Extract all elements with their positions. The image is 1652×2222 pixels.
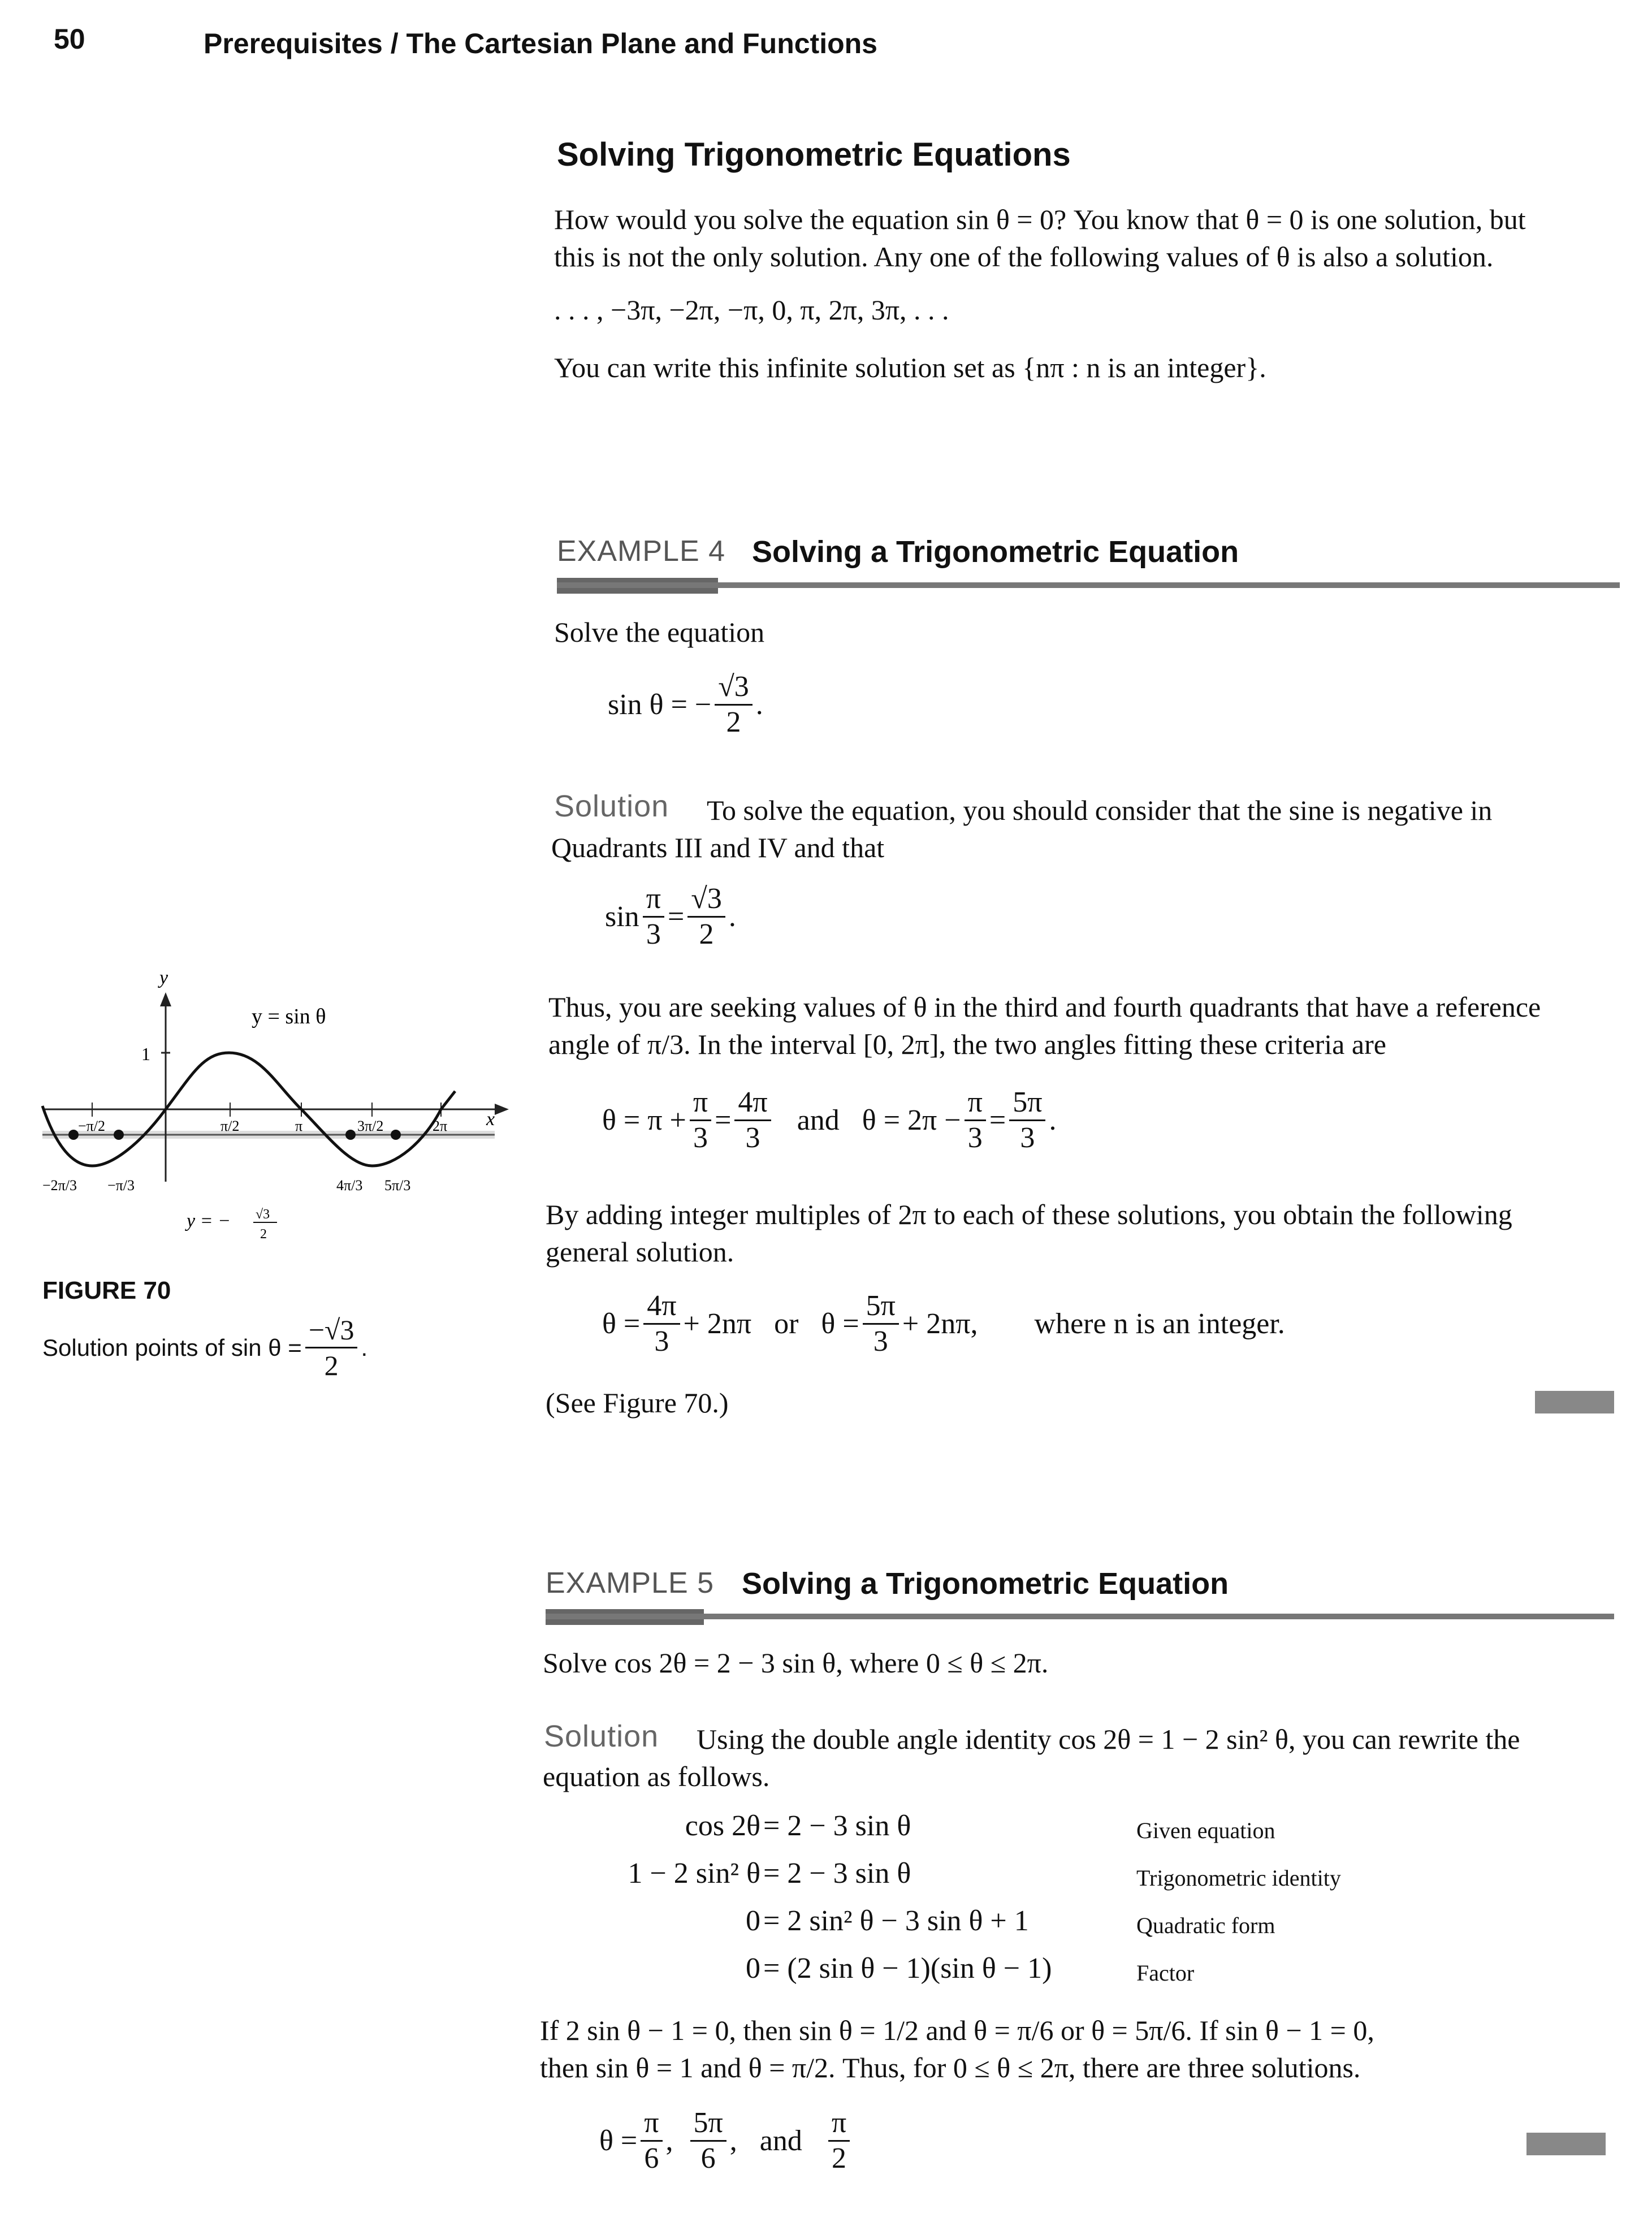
curve-label: y = sin θ — [252, 1005, 326, 1028]
example5-solution-label: Solution — [544, 1719, 659, 1753]
thus-line-1: Thus, you are seeking values of θ in the third and fourth quadrants that have a reference — [548, 991, 1541, 1023]
where-text: where n is an integer. — [1034, 1308, 1285, 1340]
angle2-n1: π — [965, 1086, 986, 1121]
tick-label: π — [295, 1118, 303, 1134]
example4-equation: sin θ = − $\frac{√3}{2}$ . — [608, 671, 763, 738]
step-lhs: 0 — [746, 1905, 760, 1937]
example4-title: Solving a Trigonometric Equation — [752, 535, 1239, 569]
line-label: y = − — [187, 1211, 231, 1231]
final-n2: 5π — [690, 2106, 726, 2142]
see-figure: (See Figure 70.) — [546, 1387, 729, 1419]
ref-rden: 2 — [699, 918, 714, 950]
eq-den: 2 — [726, 706, 741, 738]
ref-den: 3 — [646, 918, 661, 950]
step-reason: Given equation — [1136, 1818, 1275, 1843]
example4-end-marker — [1535, 1391, 1614, 1413]
tick-label: −π/2 — [78, 1118, 106, 1134]
if-line-1: If 2 sin θ − 1 = 0, then sin θ = 1/2 and θ = π/6 or θ = 5π/6. If sin θ − 1 = 0, — [540, 2015, 1374, 2046]
tick-label: π/2 — [220, 1118, 240, 1134]
if-line-2: then sin θ = 1 and θ = π/2. Thus, for 0 ≤ θ ≤ 2π, there are three solutions. — [540, 2052, 1361, 2083]
figure70-caption: Solution points of sin θ = $\frac{-√3}{2}$ . — [42, 1314, 368, 1381]
caption-den: 2 — [324, 1350, 339, 1381]
caption-text: Solution points of sin θ = — [42, 1334, 302, 1361]
eq-lhs: sin θ = − — [608, 689, 712, 721]
running-title: Prerequisites / The Cartesian Plane and Functions — [204, 28, 877, 59]
or-word: or — [774, 1308, 799, 1340]
gen-plus2: + 2nπ, — [902, 1308, 978, 1340]
solution-point — [391, 1130, 401, 1140]
step-reason: Quadratic form — [1136, 1913, 1275, 1938]
and-word: and — [797, 1104, 840, 1136]
step-row — [565, 1904, 1425, 1952]
solution-point — [114, 1130, 124, 1140]
caption-num: −√3 — [305, 1313, 358, 1348]
x-axis-arrow — [495, 1104, 509, 1115]
example4-solution-1: To solve the equation, you should consider that the sine is negative in — [707, 794, 1493, 826]
angle1-d2: 3 — [745, 1122, 760, 1154]
step-lhs: cos 2θ — [685, 1810, 760, 1842]
gen-d2: 3 — [873, 1325, 888, 1358]
intro-line-1: How would you solve the equation sin θ = 0? You know that θ = 0 is one solution, but — [554, 204, 1526, 235]
angle1-n1: π — [690, 1086, 711, 1121]
general-solution — [602, 1289, 1285, 1359]
angles-equation: θ = π + $\frac{\pi}{3}$ = $\frac{4\pi}{3}$ and θ = 2π − $\frac{\pi}{3}$ = $\frac{5\pi}{3}$ . — [602, 1086, 1057, 1154]
values-line: . . . , −3π, −2π, −π, 0, π, 2π, 3π, . . . — [554, 294, 949, 326]
final-n1: π — [641, 2106, 662, 2142]
adding-line-1: By adding integer multiples of 2π to each of these solutions, you obtain the following — [546, 1199, 1512, 1230]
figure70-graph — [34, 961, 520, 1255]
final-lhs: θ = — [599, 2125, 638, 2157]
final-d1: 6 — [644, 2142, 659, 2175]
gen-n1: 4π — [643, 1289, 680, 1325]
y-axis-arrow — [160, 992, 171, 1006]
example5-prompt: Solve cos 2θ = 2 − 3 sin θ, where 0 ≤ θ ≤ 2π. — [543, 1647, 1049, 1679]
example4-solution-2: Quadrants III and IV and that — [551, 832, 885, 863]
example5-solution-1: Using the double angle identity cos 2θ = 1 − 2 sin² θ, you can rewrite the — [697, 1723, 1520, 1755]
step-reason: Factor — [1136, 1960, 1195, 1986]
ref-sin: sin — [605, 901, 639, 933]
angle2-d1: 3 — [967, 1122, 983, 1154]
example5-rule — [546, 1614, 1614, 1619]
example4-prompt: Solve the equation — [554, 616, 765, 648]
line-label-den: 2 — [260, 1227, 267, 1242]
tick-one: 1 — [141, 1044, 150, 1064]
example5-title: Solving a Trigonometric Equation — [742, 1567, 1229, 1601]
angle1-d1: 3 — [693, 1122, 708, 1154]
angle2-d2: 3 — [1020, 1122, 1035, 1154]
gen-theta-2: θ = — [821, 1308, 859, 1340]
tick-label: −π/3 — [107, 1177, 135, 1194]
reference-equation: sin $\frac{\pi}{3}$ = $\frac{√3}{2}$ . — [605, 883, 736, 950]
adding-line-2: general solution. — [546, 1236, 734, 1268]
step-row — [565, 1809, 1425, 1857]
gen-n2: 5π — [863, 1289, 899, 1325]
final-and: and — [759, 2125, 802, 2157]
final-solutions: θ = $\frac{\pi}{6}$ , $\frac{5\pi}{6}$ , and $\frac{\pi}{2}$ — [599, 2106, 853, 2176]
ref-rnum: √3 — [687, 882, 725, 918]
tick-label: −2π/3 — [42, 1177, 77, 1194]
example5-solution-2: equation as follows. — [543, 1761, 770, 1792]
page-number: 50 — [54, 23, 85, 55]
section-title: Solving Trigonometric Equations — [557, 136, 1071, 173]
step-rhs: = 2 − 3 sin θ — [763, 1810, 911, 1842]
example4-solution-label: Solution — [554, 789, 669, 823]
solution-point — [68, 1130, 79, 1140]
gen-d1: 3 — [654, 1325, 669, 1358]
example4-rule — [557, 582, 1620, 588]
eq-num: √3 — [715, 670, 753, 706]
angle1-n2: 4π — [734, 1086, 771, 1121]
example4-label: EXAMPLE 4 — [557, 535, 726, 568]
final-d3: 2 — [831, 2142, 846, 2175]
tick-label: 3π/2 — [357, 1118, 384, 1134]
thus-line-2: angle of π/3. In the interval [0, 2π], the two angles fitting these criteria are — [548, 1028, 1386, 1060]
x-axis-label: x — [486, 1109, 495, 1130]
ref-num: π — [643, 882, 664, 918]
step-reason: Trigonometric identity — [1136, 1865, 1341, 1891]
step-lhs: 0 — [746, 1952, 760, 1985]
example5-label: EXAMPLE 5 — [546, 1567, 715, 1600]
final-n3: π — [828, 2106, 850, 2142]
example5-end-marker — [1526, 2133, 1606, 2155]
intro-line-2: this is not the only solution. Any one of the following values of θ is also a solution. — [554, 241, 1494, 273]
y-axis-label: y — [159, 967, 168, 988]
gen-plus1: + 2nπ — [683, 1308, 752, 1340]
step-rhs: = 2 − 3 sin θ — [763, 1857, 911, 1890]
step-rhs: = (2 sin θ − 1)(sin θ − 1) — [763, 1952, 1052, 1985]
tick-label: 5π/3 — [384, 1177, 411, 1194]
solution-point — [345, 1130, 356, 1140]
figure70-label: FIGURE 70 — [42, 1277, 171, 1304]
tick-label: 2π — [433, 1118, 448, 1134]
tick-label: 4π/3 — [336, 1177, 363, 1194]
set-line: You can write this infinite solution set as {nπ : n is an integer}. — [554, 352, 1266, 383]
line-label-num: √3 — [256, 1207, 270, 1222]
step-row — [565, 1952, 1425, 1999]
angle2-lhs: θ = 2π − — [862, 1104, 961, 1136]
step-lhs: 1 − 2 sin² θ — [628, 1857, 760, 1890]
gen-theta: θ = — [602, 1308, 641, 1340]
step-rhs: = 2 sin² θ − 3 sin θ + 1 — [763, 1905, 1029, 1937]
derivation-steps — [565, 1809, 1425, 1999]
step-row — [565, 1857, 1425, 1904]
final-d2: 6 — [700, 2142, 716, 2175]
angle1-lhs: θ = π + — [602, 1104, 686, 1136]
angle2-n2: 5π — [1009, 1086, 1045, 1121]
